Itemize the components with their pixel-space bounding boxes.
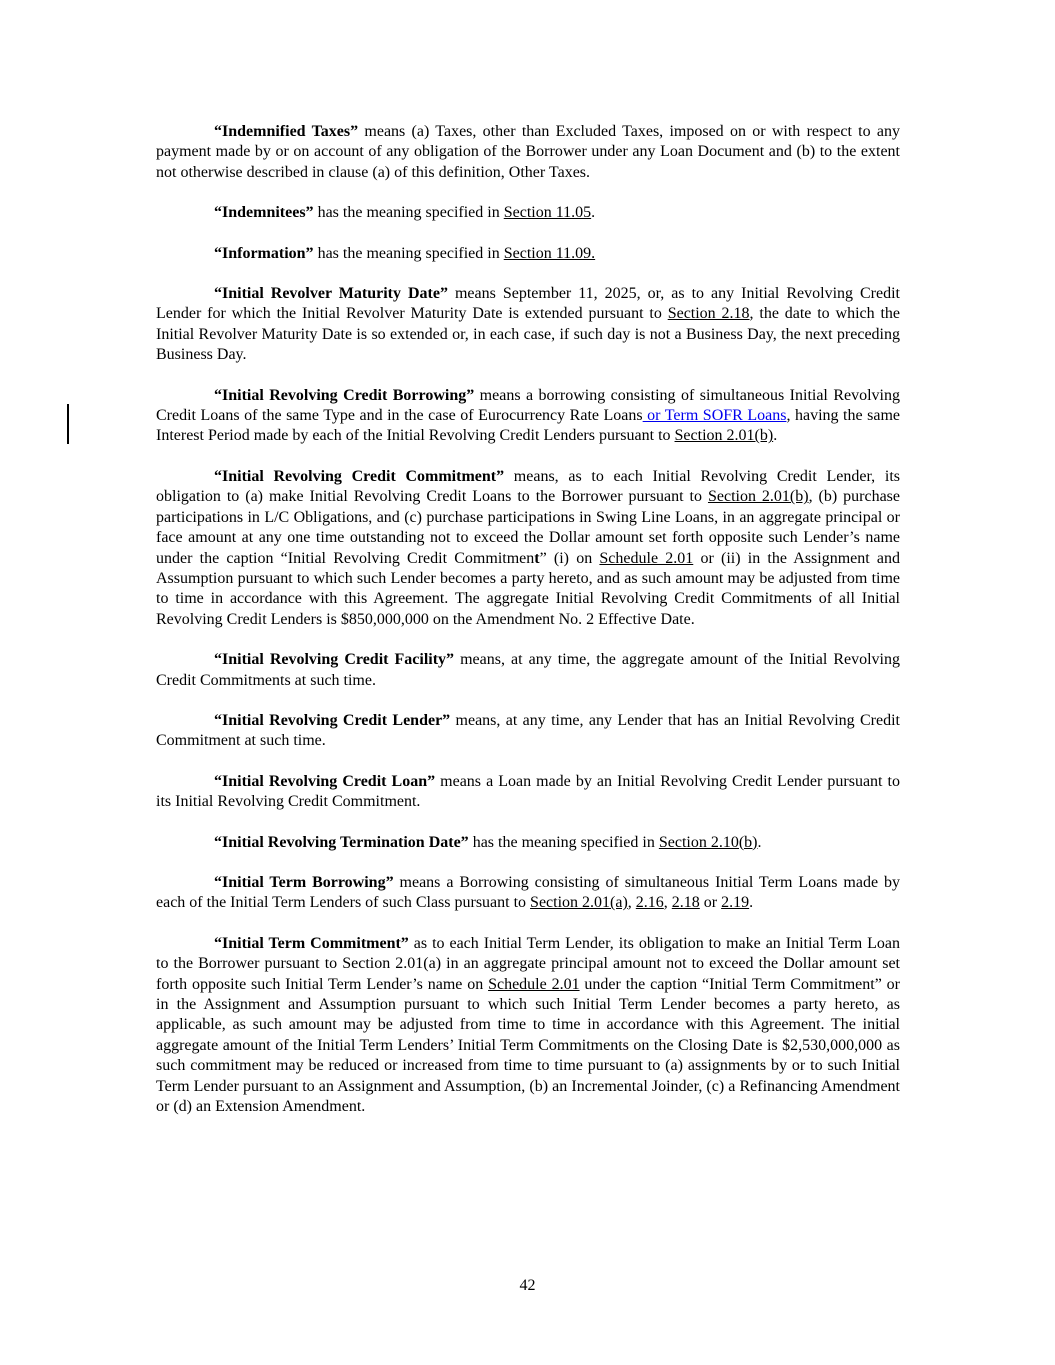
section-reference: Section 11.09. [503,244,596,262]
definition-initial-revolving-credit-loan [156,772,900,813]
text-run: . [749,894,754,912]
definition-initial-revolving-credit-lender [156,711,900,752]
defined-term: “Initial Revolving Credit Borrowing” [214,386,475,404]
defined-term: “Initial Revolving Credit Facility” [214,651,455,669]
section-reference: Schedule 2.01 [488,975,580,993]
text-run: means, at any time, any Lender that has an Initial Revolving Credit Commitment at such time. [156,711,900,750]
text-run: or (ii) in the Assignment and Assumption pursuant to which such Lender becomes a party hereto, and as such amount may be adjusted from time to time in accordance with this Agreement. The aggregate Initial Revolving Credit Commitments of all Initial Revolving Credit Lenders is $850,000,000 on the Amendment No. 2 Effective Date. [156,549,901,628]
defined-term: “Indemnified Taxes” [214,123,359,140]
text-run: . [757,833,762,851]
text-run: has the meaning specified in [468,833,659,851]
definition-initial-revolving-credit-commitment [156,467,900,630]
defined-term: “Initial Revolving Credit Loan” [214,772,436,790]
definition-indemnified-taxes [156,122,900,183]
text-run: has the meaning specified in [313,244,504,262]
text-run: means September 11, 2025, or, as to any Initial Revolving Credit Lender for which the Initial Revolver Maturity Date is extended pursuant to [156,285,900,323]
text-run: . [773,427,778,445]
text-run: means, at any time, the aggregate amount of the Initial Revolving Credit Commitments at such time. [156,651,900,689]
text-run: . [591,204,596,222]
defined-term: “Indemnitees” [214,204,314,222]
section-reference: 2.19 [721,894,750,912]
text-run: , [663,894,672,912]
text-run: means a Borrowing consisting of simultaneous Initial Term Loans made by each of the Initial Term Lenders of such Class pursuant to [156,873,901,912]
document-body [156,122,900,1137]
revision-change-bar [67,404,69,444]
text-run: , having the same Interest Period made by each of the Initial Revolving Credit Lenders pursuant to [156,407,901,445]
definition-initial-revolving-credit-facility [156,650,900,691]
section-reference: Section 2.18 [667,305,750,323]
text-run: has the meaning specified in [313,204,504,222]
section-reference: Section 2.01(a) [530,894,628,912]
defined-term: “Initial Revolving Credit Commitment” [214,467,505,485]
definition-initial-term-borrowing [156,873,900,914]
section-reference: Section 2.10(b) [658,833,758,851]
defined-term: “Initial Term Borrowing” [214,873,394,891]
section-reference: Section 2.01(b) [674,427,774,445]
text-run: , the date to which the Initial Revolver Maturity Date is so extended or, in each case, if such day is not a Business Day, the next preceding Business Day. [156,305,901,364]
text-run: ” (i) on [539,549,600,567]
definition-initial-revolving-credit-borrowing [156,386,900,447]
section-reference: Section 11.05 [503,204,592,222]
definition-information [156,244,900,264]
section-reference: Section 2.01(b) [707,488,809,506]
section-reference: 2.16 [635,894,664,912]
text-run: means, as to each Initial Revolving Credit Lender, its obligation to (a) make Initial Revolving Credit Loans to the Borrower pursuant to [156,467,900,506]
definition-initial-revolver-maturity-date [156,284,900,366]
defined-term: “Information” [214,244,314,262]
text-run: means a Loan made by an Initial Revolving Credit Lender pursuant to its Initial Revolving Credit Commitment. [156,772,900,811]
text-run: as to each Initial Term Lender, its obligation to make an Initial Term Loan to the Borrower pursuant to Section 2.01(a) in an aggregate principal amount not to exceed the Dollar amount set forth opposite such Initial Term Lender’s name on [156,934,901,993]
defined-term: “Initial Revolver Maturity Date” [214,285,448,303]
defined-term: t [534,549,540,567]
text-run: under the caption “Initial Term Commitment” or in the Assignment and Assumption pursuant to which such Initial Term Lender becomes a party hereto, as applicable, as such amount may be adjusted from time to time in accordance with this Agreement. The initial aggregate amount of the Initial Term Lenders’ Initial Term Commitments on the Closing Date is $2,530,000,000 as such commitment may be reduced or increased from time to time pursuant to (a) assignments by or to such Initial Term Lender pursuant to an Assignment and Assumption, (b) an Incremental Joinder, (c) a Refinancing Amendment or (d) an Extension Amendment. [156,975,900,1116]
definition-initial-term-commitment [156,934,900,1118]
text-run: or [699,894,722,912]
text-run: means (a) Taxes, other than Excluded Taxes, imposed on or with respect to any payment made by or on account of any obligation of the Borrower under any Loan Document and (b) to the extent not otherwise described in clause (a) of this definition, Other Taxes. [156,123,901,181]
section-reference: Schedule 2.01 [599,549,694,567]
defined-term: “Initial Term Commitment” [214,934,409,952]
definition-indemnitees [156,203,900,223]
page-number: 42 [519,1277,536,1294]
defined-term: “Initial Revolving Termination Date” [214,833,469,851]
definition-initial-revolving-termination-date [156,833,900,853]
section-reference: 2.18 [671,894,700,912]
tracked-insertion: or Term SOFR Loans [642,407,787,425]
text-run: , (b) purchase participations in L/C Obligations, and (c) purchase participations in Swing Line Loans, in an aggregate principal or face amount at any one time outstanding not to exceed the Dollar amount set forth opposite such Lender’s name under the caption “Initial Revolving Credit Commitmen [156,488,901,567]
text-run: means a borrowing consisting of simultaneous Initial Revolving Credit Loans of the same Type and in the case of Eurocurrency Rate Loans [156,386,900,425]
defined-term: “Initial Revolving Credit Lender” [214,711,451,729]
text-run: , [627,894,636,912]
